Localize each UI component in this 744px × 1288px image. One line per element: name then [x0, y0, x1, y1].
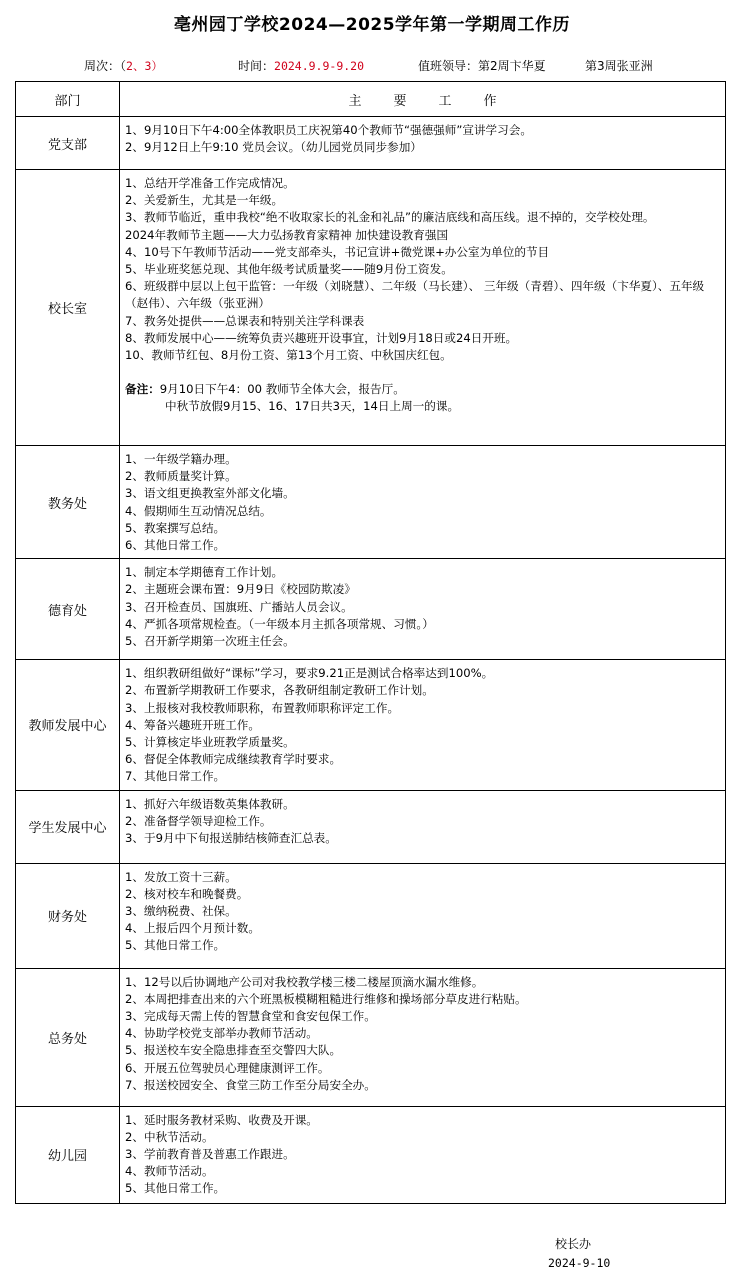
dept-cell: 总务处 — [16, 968, 120, 1106]
dept-cell: 教师发展中心 — [16, 660, 120, 790]
work-cell — [120, 1106, 726, 1203]
work-cell — [120, 559, 726, 660]
header-dept: 部门 — [16, 82, 120, 117]
work-cell — [120, 660, 726, 790]
work-line: 2、9月12日上午9:10 党员会议。（幼儿园党员同步参加） — [125, 140, 422, 155]
work-line: 4、上报后四个月预计数。 — [125, 921, 260, 936]
dept-cell: 党支部 — [16, 117, 120, 170]
work-line: 6、其他日常工作。 — [125, 538, 226, 553]
work-line: 7、其他日常工作。 — [125, 769, 226, 784]
week-label: 周次：（2、3） — [84, 59, 163, 73]
work-cell — [120, 446, 726, 559]
work-line: 3、于9月中下旬报送肺结核筛查汇总表。 — [125, 831, 337, 846]
work-line: 5、报送校车安全隐患排查至交警四大队。 — [125, 1043, 342, 1058]
work-line: 2、教师质量奖计算。 — [125, 469, 237, 484]
work-line: 1、9月10日下午4:00全体教职员工庆祝第40个教师节“强德强师”宣讲学习会。 — [125, 123, 532, 137]
header-meta — [0, 57, 744, 75]
work-cell — [120, 117, 726, 170]
work-line: 2、核对校车和晚餐费。 — [125, 886, 249, 901]
work-line: 5、其他日常工作。 — [125, 938, 226, 953]
table-row — [16, 863, 726, 968]
work-line: 6、班级群中层以上包干监管：一年级（刘晓慧）、二年级（马长建）、 三年级（青碧）、四年级（卞华夏）、五年级（赵伟）、六年级（张亚洲） — [125, 279, 705, 311]
work-line: 6、督促全体教师完成继续教育学时要求。 — [125, 752, 342, 767]
work-line: 4、假期师生互动情况总结。 — [125, 503, 272, 518]
work-line: 4、协助学校党支部举办教师节活动。 — [125, 1026, 318, 1041]
work-line: 3、学前教育普及普惠工作跟进。 — [125, 1147, 295, 1162]
work-cell — [120, 968, 726, 1106]
dept-cell: 学生发展中心 — [16, 790, 120, 863]
duty-week2: 值班领导：第2周卞华夏 — [418, 59, 546, 73]
note-label: 备注： — [125, 382, 160, 397]
work-line: 1、制定本学期德育工作计划。 — [125, 565, 284, 580]
work-line: 3、完成每天需上传的智慧食堂和食安包保工作。 — [125, 1009, 376, 1024]
note-line: 中秋节放假9月15、16、17日共3天，14日上周一的课。 — [165, 399, 460, 414]
footer-date: 2024-9-10 — [548, 1256, 611, 1270]
work-line: 2、准备督学领导迎检工作。 — [125, 813, 272, 828]
table-header-row — [16, 82, 726, 117]
work-line: 5、毕业班奖惩兑现、其他年级考试质量奖——随9月份工资发。 — [125, 262, 453, 277]
work-line: 5、计算核定毕业班教学质量奖。 — [125, 735, 295, 750]
work-line: 4、严抓各项常规检查。（一年级本月主抓各项常规、习惯。） — [125, 616, 434, 631]
time-field: 时间：2024.9.9-9.20 — [238, 59, 365, 73]
work-line: 10、教师节红包、8月份工资、第13个月工资、中秋国庆红包。 — [125, 348, 452, 363]
work-line: 6、开展五位驾驶员心理健康测评工作。 — [125, 1060, 330, 1075]
work-line: 8、教师发展中心——统筹负责兴趣班开设事宜，计划9月18日或24日开班。 — [125, 330, 518, 345]
work-line: 7、教务处提供——总课表和特别关注学科课表 — [125, 313, 365, 328]
work-line: 1、12号以后协调地产公司对我校教学楼三楼二楼屋顶滴水漏水维修。 — [125, 974, 484, 989]
work-cell — [120, 790, 726, 863]
work-line: 3、召开检查员、国旗班、广播站人员会议。 — [125, 599, 353, 614]
work-line: 5、其他日常工作。 — [125, 1181, 226, 1196]
work-line: 3、语文组更换教室外部文化墙。 — [125, 486, 295, 501]
work-line: 1、总结开学准备工作完成情况。 — [125, 176, 295, 190]
work-line: 4、10号下午教师节活动——党支部牵头，书记宣讲+微党课+办公室为单位的节目 — [125, 244, 550, 259]
work-line: 2、布置新学期教研工作要求，各教研组制定教研工作计划。 — [125, 683, 434, 698]
time-value: 2024.9.9-9.20 — [274, 59, 365, 73]
work-line: 1、发放工资十三薪。 — [125, 869, 237, 884]
work-line: 1、一年级学籍办理。 — [125, 452, 237, 466]
work-line: 2、中秋节活动。 — [125, 1129, 214, 1144]
dept-cell: 德育处 — [16, 559, 120, 660]
work-line: 4、筹备兴趣班开班工作。 — [125, 717, 260, 732]
table-row — [16, 1106, 726, 1203]
note-line: 备注：9月10日下午4：00 教师节全体大会，报告厅。 — [125, 382, 405, 397]
work-cell — [120, 863, 726, 968]
table-row — [16, 559, 726, 660]
dept-cell: 财务处 — [16, 863, 120, 968]
work-line: 2、关爱新生，尤其是一年级。 — [125, 193, 284, 208]
work-line: 3、上报核对我校教师职称，布置教师职称评定工作。 — [125, 700, 400, 715]
table-row — [16, 790, 726, 863]
table-row — [16, 968, 726, 1106]
week-value: 2、3 — [126, 59, 152, 73]
spacer — [125, 364, 721, 381]
table-row — [16, 117, 726, 170]
duty-week3: 第3周张亚洲 — [585, 59, 653, 73]
header-main: 主 要 工 作 — [120, 82, 726, 117]
dept-cell: 校长室 — [16, 170, 120, 446]
footer-office: 校长办 — [555, 1237, 592, 1251]
work-line: 2024年教师节主题——大力弘扬教育家精神 加快建设教育强国 — [125, 227, 449, 242]
dept-cell: 教务处 — [16, 446, 120, 559]
work-calendar-table — [15, 81, 726, 1204]
work-line: 2、主题班会课布置：9月9日《校园防欺凌》 — [125, 582, 356, 597]
work-line: 5、召开新学期第一次班主任会。 — [125, 634, 295, 649]
table-row — [16, 446, 726, 559]
work-cell — [120, 170, 726, 446]
work-line: 2、本周把排查出来的六个班黑板模糊粗糙进行维修和操场部分草皮进行粘贴。 — [125, 991, 527, 1006]
table-row — [16, 660, 726, 790]
work-line: 3、缴纳税费、社保。 — [125, 904, 237, 919]
work-line: 1、延时服务教材采购、收费及开课。 — [125, 1112, 318, 1127]
dept-cell: 幼儿园 — [16, 1106, 120, 1203]
table-row — [16, 170, 726, 446]
work-line: 5、教案撰写总结。 — [125, 520, 226, 535]
work-line: 4、教师节活动。 — [125, 1164, 214, 1179]
work-line: 1、抓好六年级语数英集体教研。 — [125, 796, 295, 811]
page-title: 亳州园丁学校2024—2025学年第一学期周工作历 — [173, 15, 571, 35]
work-line: 7、报送校园安全、食堂三防工作至分局安全办。 — [125, 1077, 376, 1092]
work-line: 3、教师节临近，重申我校“绝不收取家长的礼金和礼品”的廉洁底线和高压线。退不掉的，交学校处理。 — [125, 210, 655, 225]
work-line: 1、组织教研组做好“课标”学习，要求9.21正是测试合格率达到100%。 — [125, 666, 494, 681]
